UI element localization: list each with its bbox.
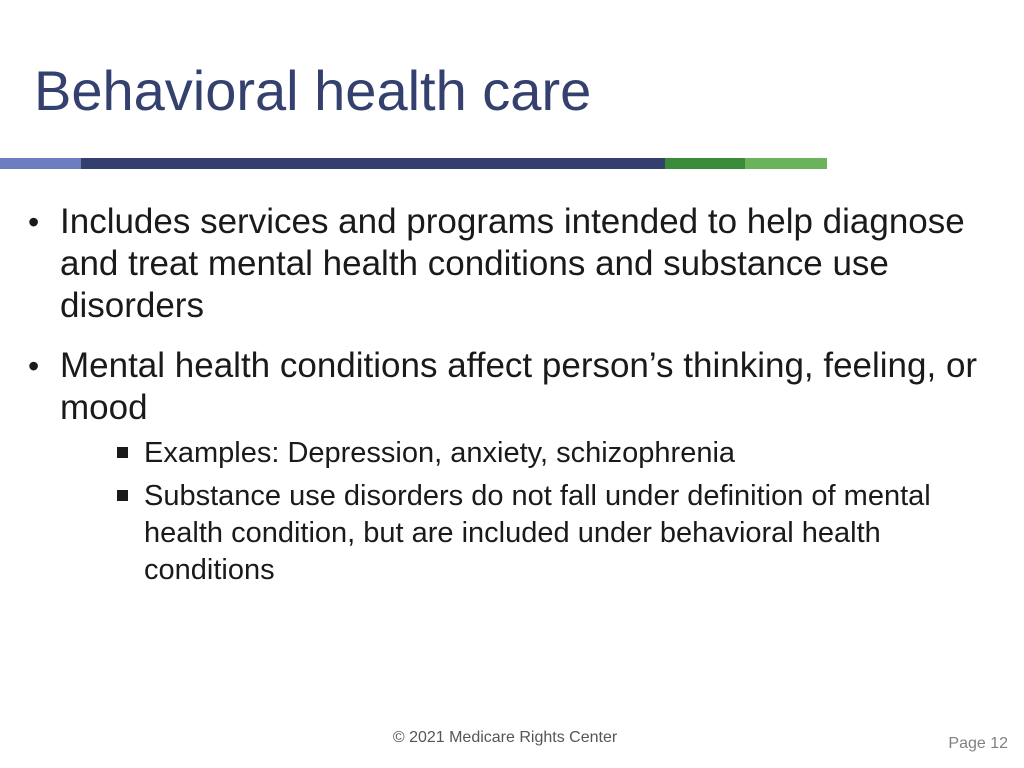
sub-bullet-item xyxy=(60,478,988,589)
bullet-item xyxy=(28,345,988,589)
title-underline-segment xyxy=(81,158,665,169)
sub-bullet-text: Examples: Depression, anxiety, schizophrenia xyxy=(144,437,736,469)
bullet-text: Mental health conditions affect person’s thinking, feeling, or mood xyxy=(60,346,978,427)
title-underline-segment xyxy=(665,158,745,169)
sub-bullet-list xyxy=(60,435,988,589)
sub-bullet-text: Substance use disorders do not fall under definition of mental health condition, but are included under behavioral health conditions xyxy=(144,480,931,586)
bullet-text: Includes services and programs intended to help diagnose and treat mental health conditions and substance use disorders xyxy=(60,202,965,325)
bullet-dot-icon: • xyxy=(28,204,40,240)
square-bullet-icon xyxy=(117,490,128,501)
slide-title: Behavioral health care xyxy=(34,59,592,122)
bullet-list xyxy=(28,201,988,607)
title-underline-segment xyxy=(0,158,81,169)
footer-copyright: © 2021 Medicare Rights Center xyxy=(392,729,618,746)
square-bullet-icon xyxy=(117,447,128,458)
title-underline-segment xyxy=(745,158,827,169)
bullet-dot-icon: • xyxy=(28,348,40,384)
page-number: Page 12 xyxy=(948,735,1008,752)
sub-bullet-item xyxy=(60,435,988,472)
bullet-item xyxy=(28,201,988,327)
